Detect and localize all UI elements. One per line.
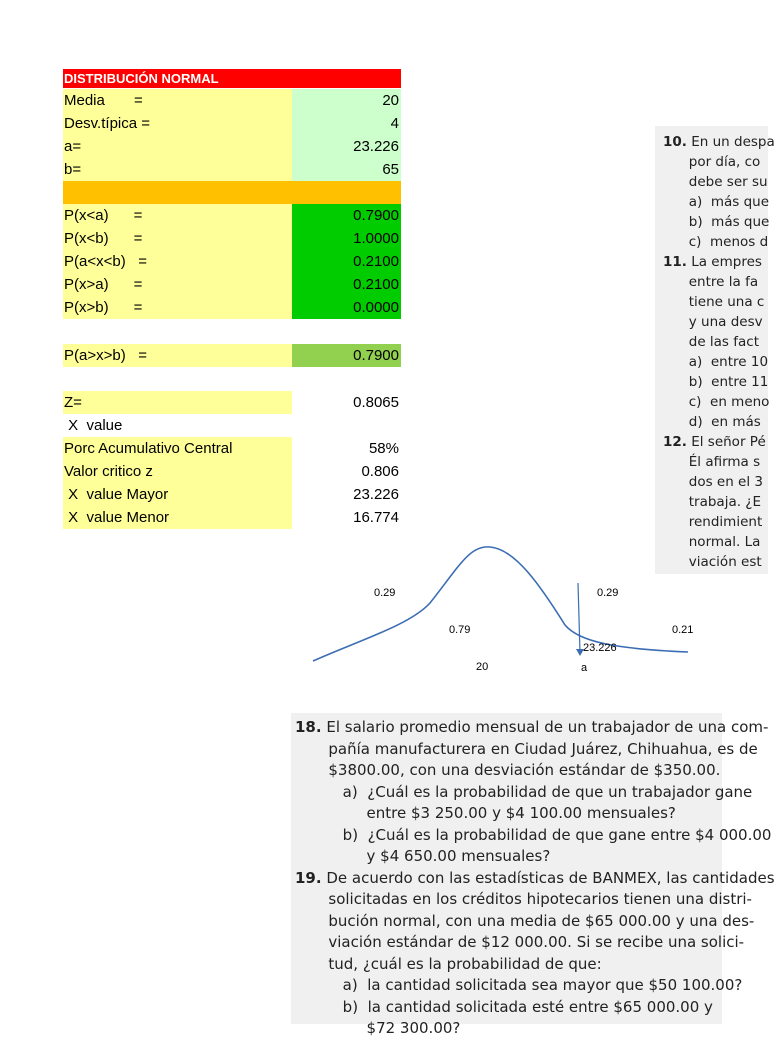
excerpt-bottom-line-text: b) ¿Cuál es la probabilidad de que gane entre $4 000.00: [295, 825, 772, 844]
excerpt-top-line-text: dos en el 3: [663, 474, 763, 490]
excerpt-top-line: [663, 512, 768, 532]
excerpt-top-line-text: a) más que: [663, 194, 770, 210]
excerpt-top-line: [663, 412, 768, 432]
valor-critico-label: Valor critico z: [63, 460, 292, 483]
excerpt-bottom-line-text: pañía manufacturera en Ciudad Juárez, Chihuahua, es de: [295, 739, 758, 758]
mean-label: 20: [476, 661, 489, 673]
excerpt-top-line: [663, 352, 768, 372]
excerpt-top-line-text: viación est: [663, 554, 762, 570]
excerpt-bottom-question-number: 18.: [295, 718, 322, 736]
row-media[interactable]: [63, 89, 401, 112]
excerpt-bottom-line-text: y $4 650.00 mensuales?: [295, 847, 551, 865]
excerpt-top-line-text: Él afirma s: [663, 454, 761, 470]
a-label: a: [581, 662, 588, 674]
excerpt-top-line-text: c) menos d: [663, 234, 769, 250]
porc-acumulativo-value[interactable]: 58%: [368, 440, 399, 457]
desv-value[interactable]: 4: [292, 112, 401, 135]
excerpt-bottom-line: [295, 825, 772, 847]
excerpt-top-line-text: rendimient: [663, 514, 763, 530]
excerpt-bottom-line: [295, 911, 755, 933]
row-p-x-less-a[interactable]: [63, 204, 401, 227]
row-z[interactable]: [63, 391, 401, 414]
p-x-less-b-label: P(x<b) =: [64, 230, 143, 247]
b-value[interactable]: 65: [292, 158, 401, 181]
p-x-less-b-value[interactable]: 1.0000: [292, 227, 401, 250]
p-a-greater-x-greater-b-value[interactable]: 0.7900: [292, 344, 401, 367]
valor-critico-value[interactable]: 0.806: [361, 463, 399, 480]
row-p-a-x-b[interactable]: [63, 250, 401, 273]
excerpt-bottom-line-text: $3800.00, con una desviación estándar de $350.00.: [295, 761, 721, 779]
excerpt-top-line: [663, 252, 768, 272]
p-x-less-a-label: P(x<a) =: [64, 207, 143, 224]
excerpt-bottom-line: [295, 760, 722, 782]
excerpt-bottom-line-text: tud, ¿cuál es la probabilidad de que:: [295, 954, 602, 973]
excerpt-bottom-line-text: a) ¿Cuál es la probabilidad de que un trabajador gane: [295, 782, 753, 801]
z-label: Z=: [63, 391, 292, 414]
excerpt-top-line: [663, 432, 768, 452]
excerpt-top-line: [663, 212, 768, 232]
right-tail-label: 0.29: [597, 587, 619, 599]
excerpt-top-line-text: tiene una c: [663, 294, 765, 310]
excerpt-top-line: [663, 312, 768, 332]
x-value-menor-label: X value Menor: [63, 506, 292, 529]
excerpt-bottom-line: [295, 954, 722, 976]
excerpt-top-line-text: b) entre 11: [663, 374, 769, 390]
excerpt-bottom-line-text: a) la cantidad solicitada sea mayor que $50 100.00?: [295, 976, 743, 994]
excerpt-top-line-text: y una desv: [663, 314, 763, 330]
excerpt-bottom-line: [295, 889, 752, 911]
excerpt-bottom-line: [295, 868, 775, 890]
p-x-greater-a-value[interactable]: 0.2100: [292, 273, 401, 296]
x-value-label: X value: [64, 417, 123, 434]
a-label: a=: [64, 138, 82, 155]
excerpt-top-line-text: normal. La: [663, 534, 761, 550]
normal-curve-svg: [300, 535, 700, 685]
excerpt-top-line-text: c) en meno: [663, 394, 770, 410]
row-a[interactable]: [63, 135, 401, 158]
p-x-greater-b-label: P(x>b) =: [64, 299, 143, 316]
excerpt-top-line-text: de las fact: [663, 334, 760, 350]
excerpt-top-line-text: debe ser su: [663, 174, 768, 190]
excerpt-bottom-line-text: solicitadas en los créditos hipotecarios tienen una distri-: [295, 890, 752, 908]
row-x-value-menor[interactable]: [63, 506, 401, 529]
excerpt-top-line-text: por día, co: [663, 154, 761, 170]
excerpt-top-line: [663, 192, 768, 212]
excerpt-top-line: [663, 452, 768, 472]
left-area-label: 0.79: [449, 624, 471, 636]
p-a-greater-x-greater-b-label: P(a>x>b) =: [64, 347, 147, 364]
p-a-x-b-value[interactable]: 0.2100: [292, 250, 401, 273]
p-x-greater-a-label: P(x>a) =: [64, 276, 143, 293]
excerpt-top-line: [663, 232, 768, 252]
excerpt-top-line-text: d) en más: [663, 414, 761, 430]
z-value[interactable]: 0.8065: [353, 394, 399, 411]
left-tail-label: 0.29: [374, 587, 396, 599]
excerpt-bottom-line-text: El salario promedio mensual de un trabajador de una com-: [321, 718, 769, 736]
excerpt-bottom-question-number: 19.: [295, 868, 322, 887]
excerpt-top-line-text: a) entre 10: [663, 354, 769, 370]
excerpt-bottom-line-text: b) la cantidad solicitada esté entre $65 000.00 y: [295, 997, 713, 1016]
excerpt-bottom-line-text: bución normal, con una media de $65 000.00 y una des-: [295, 911, 755, 930]
excerpt-top-line: [663, 472, 768, 492]
x-value-mayor-label: X value Mayor: [63, 483, 292, 506]
normal-curve-sketch: [300, 535, 700, 685]
p-x-less-a-value[interactable]: 0.7900: [292, 204, 401, 227]
sheet-title-row: [63, 69, 401, 88]
excerpt-top-line-text: entre la fa: [663, 274, 759, 290]
b-label: b=: [64, 161, 82, 178]
excerpt-top-line-text: trabaja. ¿E: [663, 494, 762, 510]
excerpt-bottom-line: [295, 803, 722, 825]
media-label: Media =: [64, 92, 143, 109]
excerpt-bottom-line: [295, 932, 745, 954]
excerpt-top-line: [663, 152, 768, 172]
excerpt-top-line-text: En un despa: [686, 134, 775, 150]
excerpt-top-line-text: El señor Pé: [686, 434, 766, 450]
excerpt-top-line: [663, 132, 775, 152]
excerpt-bottom-line: [295, 782, 753, 804]
excerpt-top-line: [663, 172, 768, 192]
row-b[interactable]: [63, 158, 401, 181]
sheet-title: DISTRIBUCIÓN NORMAL: [64, 71, 219, 86]
x-value-mayor-value[interactable]: 23.226: [353, 486, 399, 503]
x-value-menor-value[interactable]: 16.774: [353, 509, 399, 526]
row-p-x-less-b[interactable]: [63, 227, 401, 250]
textbook-excerpt-bottom: [291, 713, 775, 1037]
excerpt-top-question-number: 12.: [663, 434, 687, 450]
right-area-label: 0.21: [672, 624, 694, 636]
excerpt-top-line-text: b) más que: [663, 214, 770, 230]
excerpt-bottom-line-text: viación estándar de $12 000.00. Si se recibe una solici-: [295, 933, 745, 951]
textbook-excerpt-top: [655, 126, 775, 574]
p-a-x-b-label: P(a<x<b) =: [64, 253, 147, 270]
excerpt-bottom-line-text: entre $3 250.00 y $4 100.00 mensuales?: [295, 804, 676, 822]
excerpt-top-line: [663, 272, 768, 292]
p-x-greater-b-value[interactable]: 0.0000: [292, 296, 401, 319]
excerpt-bottom-line-text: $72 300.00?: [295, 1019, 461, 1037]
excerpt-bottom-line: [295, 975, 743, 997]
excerpt-top-question-number: 10.: [663, 134, 687, 150]
row-x-value-mayor[interactable]: [63, 483, 401, 506]
excerpt-top-line: [663, 392, 768, 412]
a-value-label: 23.226: [583, 642, 617, 654]
porc-acumulativo-label: Porc Acumulativo Central: [63, 437, 292, 460]
row-x-value: [63, 414, 401, 437]
desv-label: Desv.típica =: [64, 115, 151, 132]
excerpt-top-line: [663, 332, 768, 352]
separator-band: [63, 181, 401, 204]
a-value[interactable]: 23.226: [292, 135, 401, 158]
excerpt-bottom-line: [295, 997, 722, 1019]
excerpt-bottom-line: [295, 1018, 722, 1040]
excerpt-top-line: [663, 372, 768, 392]
excerpt-bottom-line: [295, 717, 769, 739]
a-marker-line: [578, 583, 580, 653]
excerpt-top-line: [663, 492, 768, 512]
media-value[interactable]: 20: [292, 89, 401, 112]
excerpt-top-line-text: La empres: [686, 254, 762, 270]
excerpt-top-line: [663, 292, 768, 312]
excerpt-bottom-line: [295, 739, 758, 761]
row-valor-critico[interactable]: [63, 460, 401, 483]
excerpt-top-question-number: 11.: [663, 254, 687, 270]
row-p-x-greater-a[interactable]: [63, 273, 401, 296]
row-p-x-greater-b[interactable]: [63, 296, 401, 319]
bell-curve-path: [313, 547, 688, 661]
row-p-a-greater-x-greater-b[interactable]: [63, 344, 401, 367]
row-porc-acumulativo[interactable]: [63, 437, 401, 460]
excerpt-bottom-line: [295, 846, 722, 868]
row-desv[interactable]: [63, 112, 401, 135]
excerpt-bottom-line-text: De acuerdo con las estadísticas de BANMEX, las cantidades: [321, 868, 775, 887]
